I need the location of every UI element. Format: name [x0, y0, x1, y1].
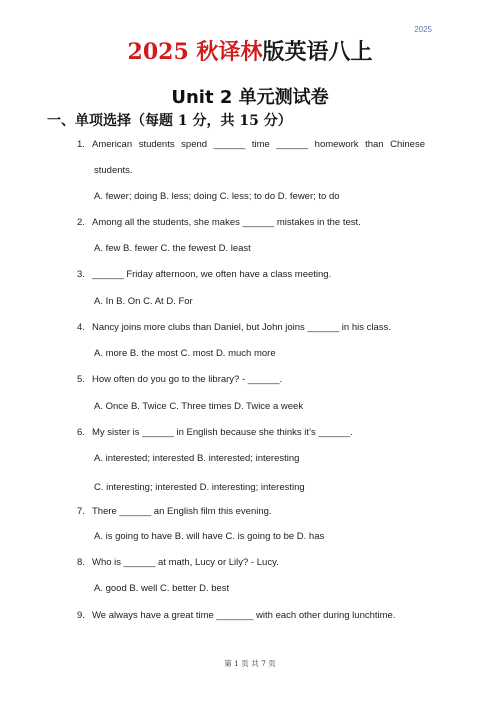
page-footer: 第 1 页 共 7 页 — [224, 659, 276, 668]
question-text: There ______ an English film this evening. — [92, 506, 272, 517]
question-1 — [77, 139, 425, 151]
question-number: 5. — [77, 374, 85, 385]
question-4 — [77, 322, 425, 334]
question-number: 2. — [77, 217, 85, 228]
question-text: We always have a great time _______ with each other during lunchtime. — [92, 610, 396, 621]
question-1-options: A. fewer; doing B. less; doing C. less; to do D. fewer; to do — [94, 191, 340, 202]
question-7-options: A. is going to have B. will have C. is going to be D. has — [94, 531, 325, 542]
question-2-options: A. few B. fewer C. the fewest D. least — [94, 243, 251, 254]
unit-title: Unit 2 单元测试卷 — [171, 87, 329, 108]
question-text: American students spend ______ time ______ homework than Chinese — [92, 139, 425, 150]
question-number: 3. — [77, 269, 85, 280]
question-text: How often do you go to the library? - ______. — [92, 374, 283, 385]
question-7 — [77, 506, 425, 518]
question-text: Among all the students, she makes ______ mistakes in the test. — [92, 217, 361, 228]
question-text: My sister is ______ in English because she thinks it’s ______. — [92, 427, 353, 438]
question-8 — [77, 557, 425, 569]
corner-year: 2025 — [414, 25, 432, 34]
question-6-options-line-1: A. interested; interested B. interested; interesting — [94, 453, 300, 464]
question-number: 9. — [77, 610, 85, 621]
question-2 — [77, 217, 425, 229]
question-number: 8. — [77, 557, 85, 568]
section-heading: 一、单项选择（每题 1 分，共 15 分） — [47, 113, 292, 129]
question-6-options-line-2: C. interesting; interested D. interesting; interesting — [94, 482, 305, 493]
question-5-options: A. Once B. Twice C. Three times D. Twice a week — [94, 401, 304, 412]
question-number: 4. — [77, 322, 85, 333]
question-number: 7. — [77, 506, 85, 517]
question-8-options: A. good B. well C. better D. best — [94, 583, 230, 594]
question-text: Nancy joins more clubs than Daniel, but John joins ______ in his class. — [92, 322, 391, 333]
question-number: 6. — [77, 427, 85, 438]
question-number: 1. — [77, 139, 85, 150]
question-1-continuation: students. — [94, 165, 133, 176]
question-text: ______ Friday afternoon, we often have a class meeting. — [92, 269, 332, 280]
question-text: Who is ______ at math, Lucy or Lily? - Lucy. — [92, 557, 279, 568]
question-9 — [77, 610, 425, 622]
question-4-options: A. more B. the most C. most D. much more — [94, 348, 276, 359]
title-dark-part: 版英语八上 — [262, 39, 373, 65]
question-6 — [77, 427, 425, 439]
question-5 — [77, 374, 425, 386]
question-3 — [77, 269, 425, 281]
title-red-part: 2025 秋译林 — [127, 39, 263, 65]
question-3-options: A. In B. On C. At D. For — [94, 296, 193, 307]
document-title — [0, 38, 500, 66]
